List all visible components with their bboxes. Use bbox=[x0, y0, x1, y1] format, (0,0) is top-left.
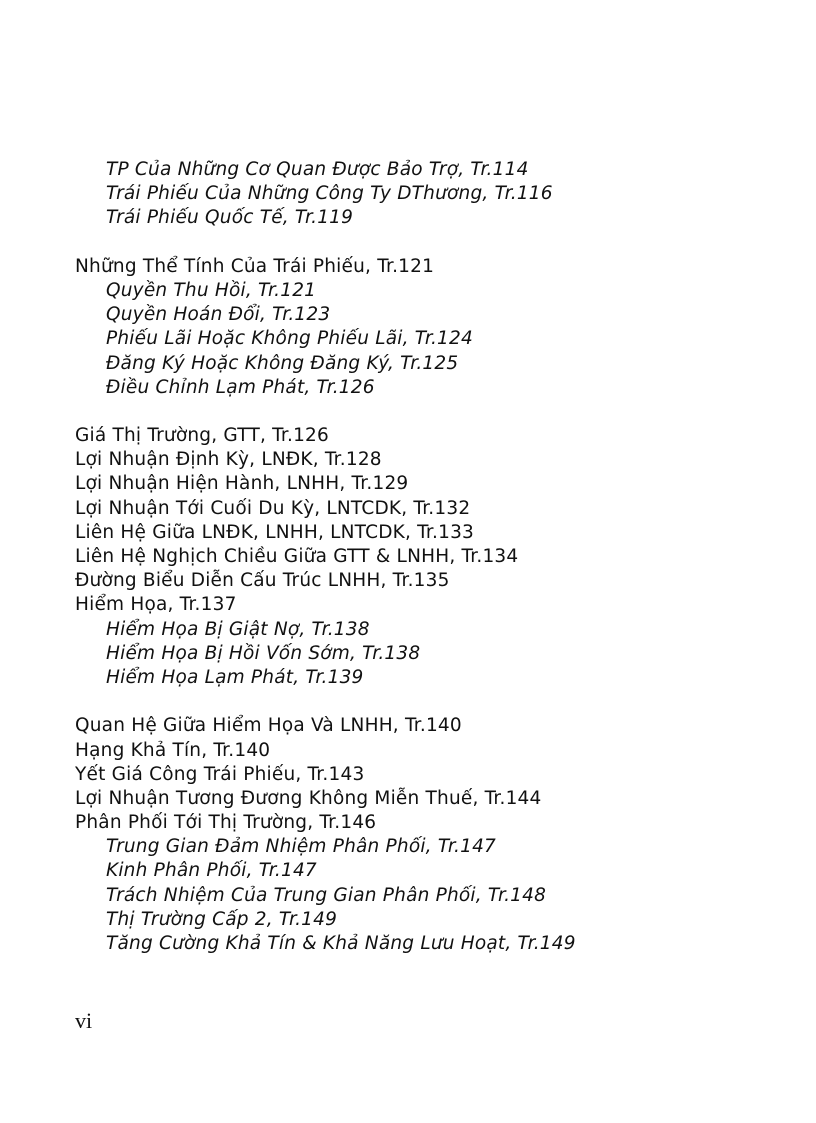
toc-entry: Quyền Thu Hồi, Tr.121 bbox=[106, 279, 317, 301]
toc-entry: Hiểm Họa Bị Giật Nợ, Tr.138 bbox=[106, 618, 370, 640]
toc-heading: Liên Hệ Nghịch Chiều Giữa GTT & LNHH, Tr.134 bbox=[75, 546, 519, 567]
toc-heading: Quan Hệ Giữa Hiểm Họa Và LNHH, Tr.140 bbox=[75, 715, 462, 737]
toc-heading: Lợi Nhuận Tương Đương Không Miễn Thuế, Tr.144 bbox=[75, 787, 542, 809]
toc-entry: Điều Chỉnh Lạm Phát, Tr.126 bbox=[106, 376, 375, 398]
toc-heading: Lợi Nhuận Tới Cuối Du Kỳ, LNTCDK, Tr.132 bbox=[75, 497, 471, 519]
section-spacer bbox=[75, 400, 775, 424]
toc-entry: Đăng Ký Hoặc Không Đăng Ký, Tr.125 bbox=[106, 352, 459, 374]
page-number: vi bbox=[75, 1008, 93, 1033]
toc-heading: Đường Biểu Diễn Cấu Trúc LNHH, Tr.135 bbox=[75, 570, 450, 592]
toc-heading: Liên Hệ Giữa LNĐK, LNHH, LNTCDK, Tr.133 bbox=[75, 521, 475, 543]
toc-entry: Trách Nhiệm Của Trung Gian Phân Phối, Tr.148 bbox=[106, 884, 547, 906]
toc-entry: Trái Phiếu Quốc Tế, Tr.119 bbox=[106, 207, 354, 229]
toc-entry: Phiếu Lãi Hoặc Không Phiếu Lãi, Tr.124 bbox=[106, 328, 473, 350]
toc-heading: Yết Giá Công Trái Phiếu, Tr.143 bbox=[75, 763, 365, 785]
toc-heading: Lợi Nhuận Định Kỳ, LNĐK, Tr.128 bbox=[75, 449, 382, 471]
toc-entry: Thị Trường Cấp 2, Tr.149 bbox=[106, 908, 338, 930]
table-of-contents bbox=[75, 158, 775, 956]
toc-entry: Kinh Phân Phối, Tr.147 bbox=[106, 860, 317, 882]
toc-entry: Trái Phiếu Của Những Công Ty DThương, Tr.116 bbox=[106, 183, 553, 205]
toc-heading: Phân Phối Tới Thị Trường, Tr.146 bbox=[75, 812, 377, 834]
toc-heading: Lợi Nhuận Hiện Hành, LNHH, Tr.129 bbox=[75, 473, 409, 495]
toc-heading: Những Thể Tính Của Trái Phiếu, Tr.121 bbox=[75, 255, 435, 277]
section-spacer bbox=[75, 690, 775, 714]
toc-entry: Hiểm Họa Bị Hồi Vốn Sớm, Tr.138 bbox=[106, 642, 421, 664]
toc-entry: Quyền Hoán Đổi, Tr.123 bbox=[106, 304, 331, 326]
toc-entry: Trung Gian Đảm Nhiệm Phân Phối, Tr.147 bbox=[106, 836, 497, 858]
toc-heading: Giá Thị Trường, GTT, Tr.126 bbox=[75, 425, 329, 447]
toc-heading: Hạng Khả Tín, Tr.140 bbox=[75, 739, 271, 761]
toc-entry: TP Của Những Cơ Quan Được Bảo Trợ, Tr.114 bbox=[106, 159, 529, 180]
toc-entry: Tăng Cường Khả Tín & Khả Năng Lưu Hoạt, Tr.149 bbox=[106, 933, 576, 954]
toc-entry: Hiểm Họa Lạm Phát, Tr.139 bbox=[106, 666, 364, 688]
toc-heading: Hiểm Họa, Tr.137 bbox=[75, 594, 237, 616]
section-spacer bbox=[75, 231, 775, 255]
